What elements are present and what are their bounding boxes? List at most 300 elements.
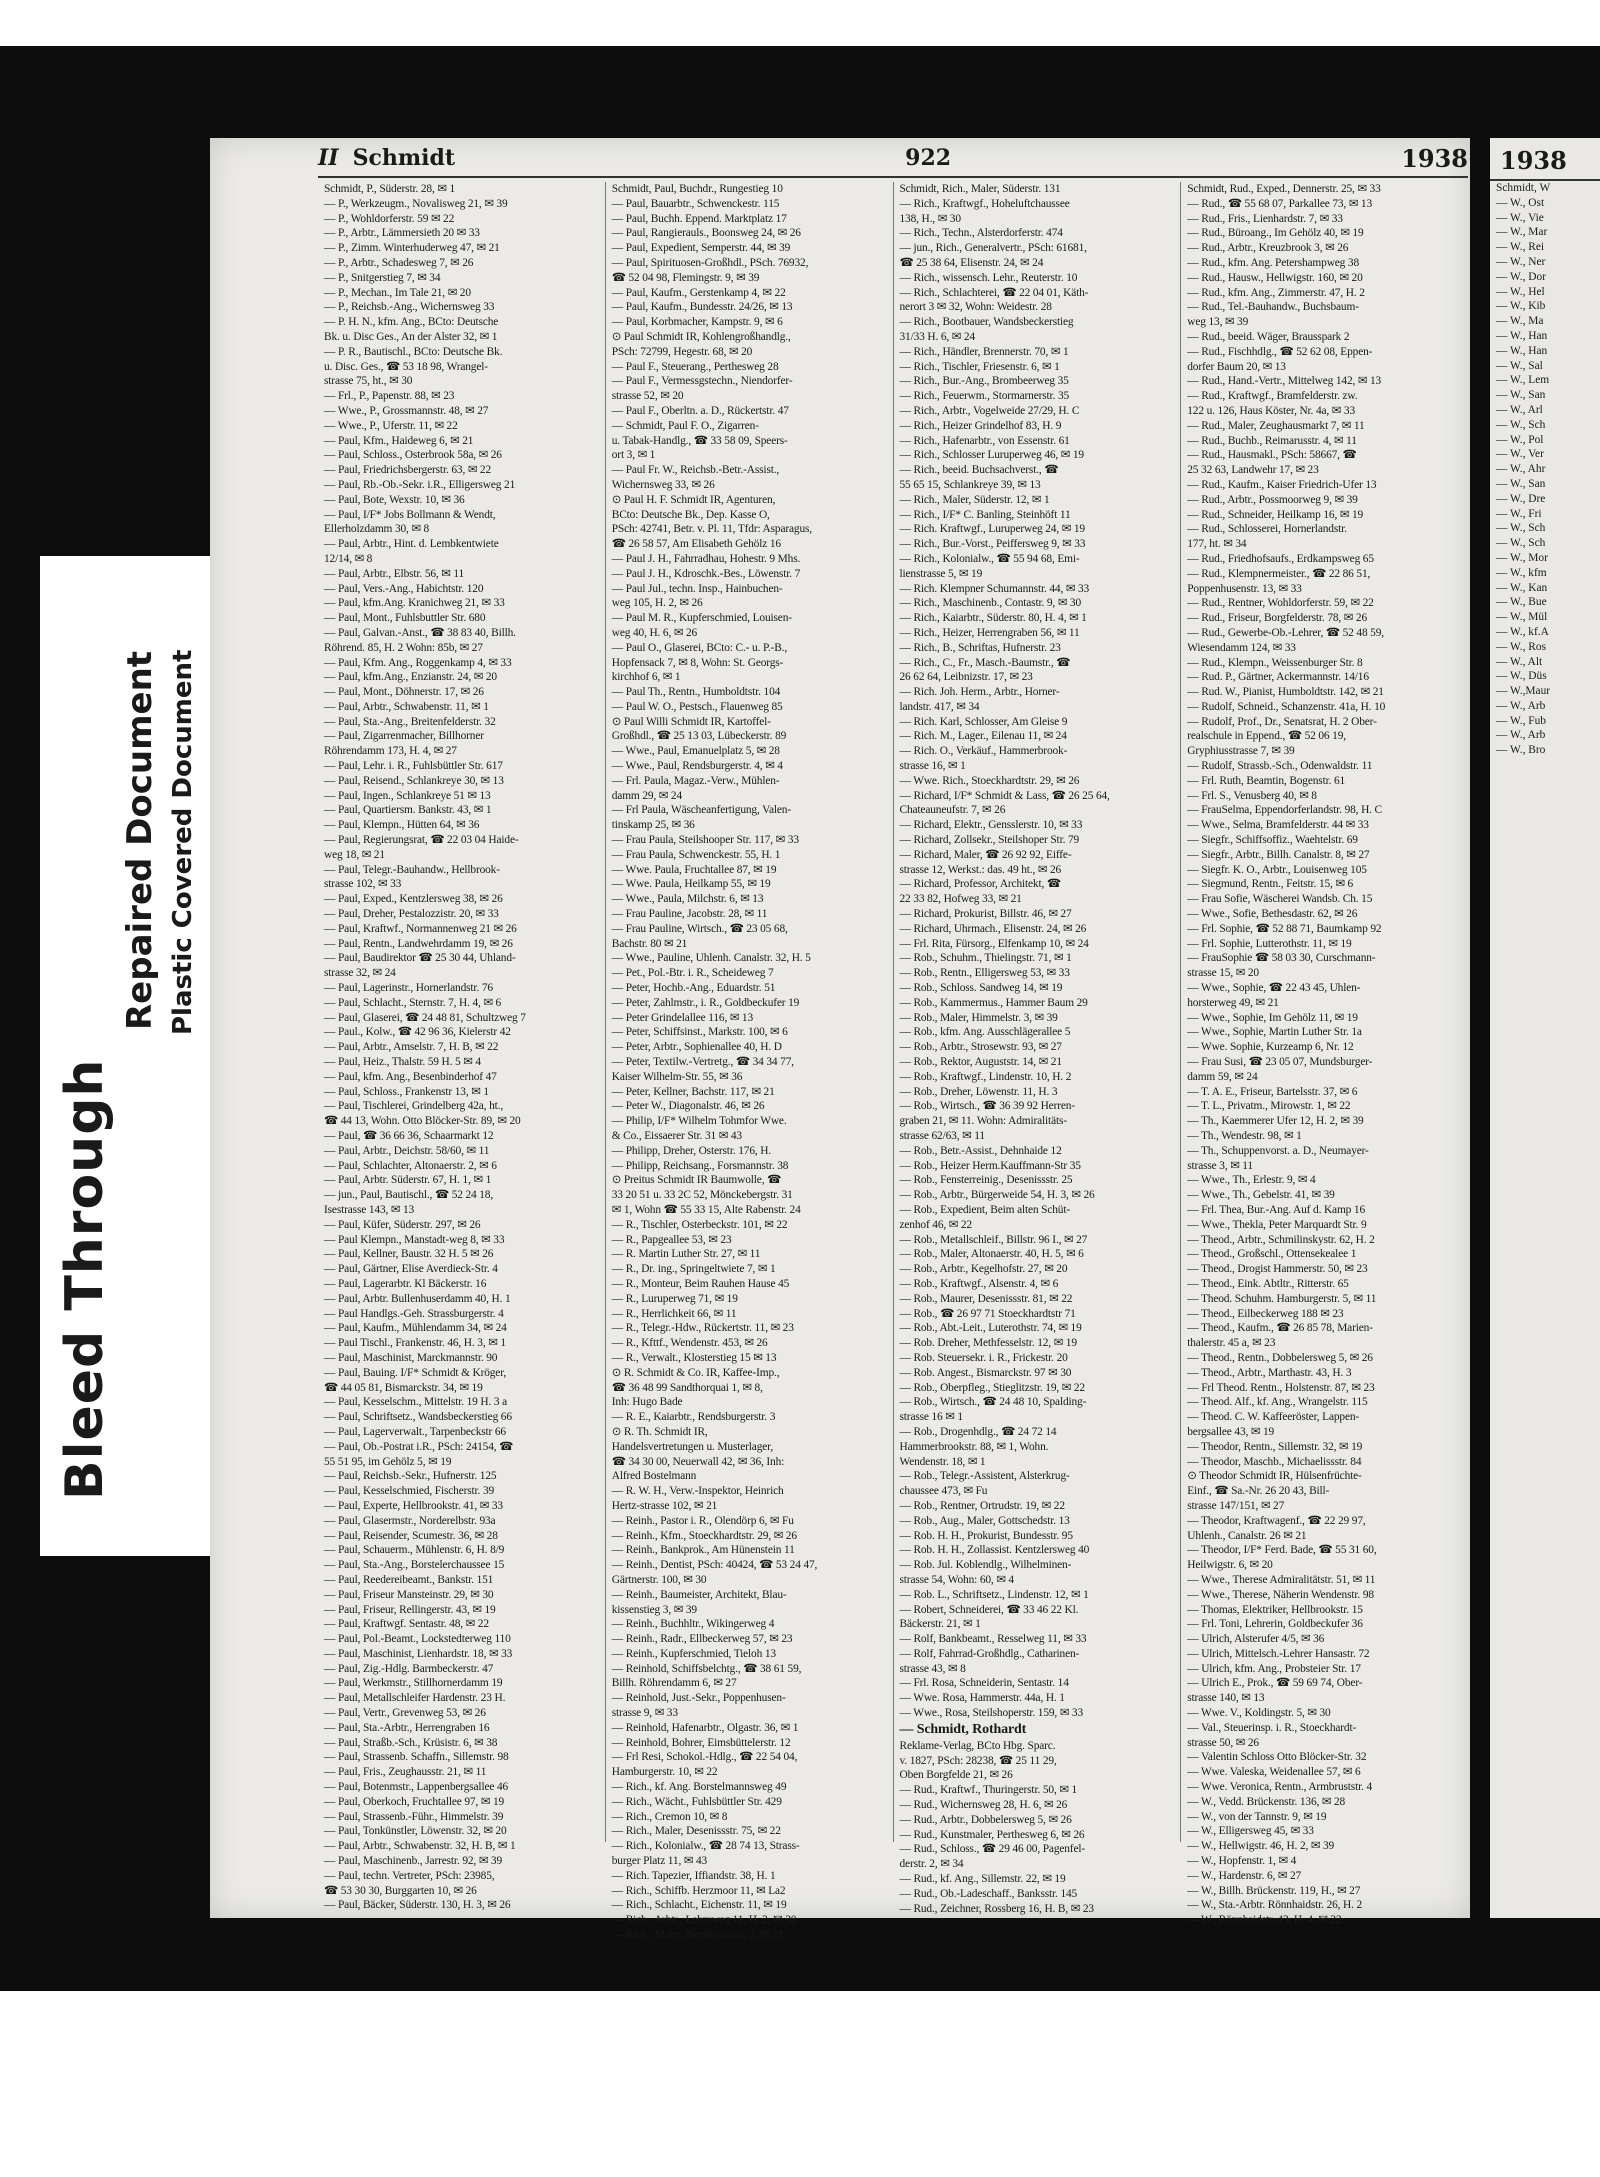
directory-entry: — P., Reichsb.-Ang., Wichernsweg 33: [324, 301, 495, 314]
directory-entry: — Paul, Friseur, Rellingerstr. 43, ✉ 19: [324, 1603, 496, 1616]
directory-entry: — Peter, Arbtr., Sophienallee 40, H. D: [611, 1041, 782, 1054]
directory-entry: — Rich., wissensch. Lehr., Reuterstr. 10: [899, 271, 1078, 284]
directory-entry: — Wwe. Rosa, Hammerstr. 44a, H. 1: [899, 1692, 1065, 1705]
header-year: 1938: [1401, 143, 1468, 173]
directory-entry: — Rud., Friseur, Borgfelderstr. 78, ✉ 26: [1187, 612, 1367, 625]
directory-entry: — P., Mechan., Im Tale 21, ✉ 20: [324, 286, 471, 299]
directory-entry: — Richard, Maler, ☎ 26 92 92, Eiffe-: [899, 848, 1072, 861]
directory-entry: Poppenhusenstr. 13, ✉ 33: [1187, 582, 1302, 595]
directory-entry: — Rob. Angest., Bismarckstr. 97 ✉ 30: [899, 1366, 1072, 1379]
directory-entry: — Paul, Kesselschm., Mittelstr. 19 H. 3 a: [324, 1396, 508, 1409]
facing-page-entry: — W., Hel: [1496, 285, 1545, 298]
directory-entry: — Paul, Botenmstr., Lappenbergsallee 46: [324, 1781, 509, 1794]
directory-entry: — W., Billh. Brückenstr. 119, H., ✉ 27: [1187, 1884, 1361, 1897]
directory-entry: — Paul Th., Rentn., Humboldtstr. 104: [611, 686, 781, 699]
directory-entry: — Rud., Fischhdlg., ☎ 52 62 08, Eppen-: [1187, 345, 1373, 358]
directory-entry: strasse 75, ht., ✉ 30: [324, 375, 413, 388]
directory-entry: — Rob., Abt.-Leit., Luterothstr. 74, ✉ 19: [899, 1322, 1082, 1335]
directory-entry: — Paul, Schlachter, Altonaerstr. 2, ✉ 6: [324, 1159, 497, 1172]
directory-entry: — Peter, Textilw.-Vertretg., ☎ 34 34 77,: [611, 1056, 794, 1069]
directory-entry: ⊙ R. Schmidt & Co. IR, Kaffee-Imp.,: [611, 1366, 780, 1379]
directory-entry: — Rich. Kraftwgf., Luruperweg 24, ✉ 19: [899, 523, 1085, 536]
directory-entry: — Rich., C., Fr., Masch.-Baumstr., ☎: [899, 656, 1071, 669]
directory-entry: — Theod., Großschl., Ottensekealee 1: [1187, 1248, 1357, 1261]
directory-entry: Reklame-Verlag, BCto Hbg. Sparc.: [899, 1739, 1056, 1752]
facing-page-entry: — W., Düs: [1496, 670, 1547, 683]
directory-entry: — Rud., Hausw., Hellwigstr. 160, ✉ 20: [1187, 271, 1363, 284]
directory-entry: — Theod., Arbtr., Marthastr. 43, H. 3: [1187, 1366, 1352, 1379]
directory-entry: — Rob., Heizer Herm.Kauffmann-Str 35: [899, 1159, 1081, 1172]
directory-entry: — Frau Susi, ☎ 23 05 07, Mundsburger-: [1187, 1056, 1373, 1069]
facing-page-entry: — W., Sch: [1496, 537, 1546, 550]
directory-entry: — R., Verwalt., Klosterstieg 15 ✉ 13: [611, 1351, 777, 1364]
directory-entry: graben 21, ✉ 11. Wohn: Admiralitäts-: [899, 1115, 1067, 1128]
directory-entry: — R., Herrlichkeit 66, ✉ 11: [611, 1307, 737, 1320]
directory-entry: — Paul, Gärtner, Elise Averdieck-Str. 4: [324, 1263, 498, 1276]
directory-entry: — W., Sta.-Arbtr. Rönnhaidstr. 26, H. 2: [1187, 1899, 1363, 1912]
directory-entry: — Rich., Arbtr., Vogelweide 27/29, H. C: [899, 404, 1080, 417]
facing-page-entry: — W., Fub: [1496, 714, 1547, 727]
directory-entry: — T. A. E., Friseur, Bartelsstr. 37, ✉ 6: [1187, 1085, 1358, 1098]
directory-entry: — Paul, Bauing. I/F* Schmidt & Kröger,: [324, 1366, 507, 1379]
directory-entry: Oben Borgfelde 21, ✉ 26: [899, 1769, 1013, 1782]
directory-entry: — R., Luruperweg 71, ✉ 19: [611, 1292, 738, 1305]
directory-entry: — Paul, Reisender, Scumestr. 36, ✉ 28: [324, 1529, 498, 1542]
directory-entry: ☎ 44 13, Wohn. Otto Blöcker-Str. 89, ✉ 20: [324, 1115, 521, 1128]
directory-entry: strasse 12, Werkst.: das. 49 ht., ✉ 26: [899, 863, 1062, 876]
column-4: [1180, 182, 1468, 1927]
directory-entry: v. 1827, PSch: 28238, ☎ 25 11 29,: [899, 1754, 1057, 1767]
directory-entry: — Wwe., Paul, Emanuelplatz 5, ✉ 28: [611, 745, 780, 758]
directory-entry: bergsallee 43, ✉ 19: [1187, 1425, 1275, 1438]
bleed-through-label: Bleed Through: [55, 1058, 115, 1500]
facing-page-entry: — W., San: [1496, 389, 1546, 402]
directory-entry: — jun., Rich., Generalvertr., PSch: 61681,: [899, 242, 1087, 255]
directory-entry: — Rud., Klempn., Weissenburger Str. 8: [1187, 656, 1363, 669]
directory-entry: — Paul, Zigarrenmacher, Billhorner: [324, 730, 484, 743]
directory-entry: — Siegfr., Schiffsoffiz., Waehtelstr. 69: [1187, 834, 1358, 847]
directory-entry: ☎ 53 30 30, Burggarten 10, ✉ 26: [324, 1884, 477, 1897]
directory-entry: — Reinhold, Schiffsbelchtg., ☎ 38 61 59,: [611, 1662, 802, 1675]
directory-entry: — Reinh., Baumeister, Architekt, Blau-: [611, 1588, 787, 1601]
directory-entry: — Rob., Arbtr., Strosewstr. 93, ✉ 27: [899, 1041, 1062, 1054]
directory-entry: — Paul, Kellner, Baustr. 32 H. 5 ✉ 26: [324, 1248, 494, 1261]
directory-entry: — FrauSelma, Eppendorferlandstr. 98, H. C: [1187, 804, 1382, 817]
directory-entry: — R. Martin Luther Str. 27, ✉ 11: [611, 1248, 761, 1261]
directory-entry: — W., Hopfenstr. 1, ✉ 4: [1187, 1855, 1297, 1868]
directory-entry: strasse 54, Wohn: 60, ✉ 4: [899, 1573, 1014, 1586]
directory-entry: — Rob., Kraftwgf., Lindenstr. 10, H. 2: [899, 1070, 1072, 1083]
facing-page-year: 1938: [1490, 138, 1600, 181]
directory-entry: zenhof 46, ✉ 22: [899, 1218, 972, 1231]
directory-entry: — Rolf, Fahrrad-Großhdlg., Catharinen-: [899, 1647, 1080, 1660]
facing-page-entry: — W., Han: [1496, 329, 1548, 342]
directory-entry: — Theodor, Maschb., Michaelissstr. 84: [1187, 1455, 1362, 1468]
directory-entry: — Rob., Expedient, Beim alten Schüt-: [899, 1203, 1070, 1216]
directory-entry: — Rud., Arbtr., Dobbelersweg 5, ✉ 26: [899, 1813, 1072, 1826]
directory-entry: — Val., Steuerinsp. i. R., Stoeckhardt-: [1187, 1721, 1357, 1734]
directory-entry: — Paul, Telegr.-Bauhandw., Hellbrook-: [324, 863, 500, 876]
directory-entry: Handelsvertretungen u. Musterlager,: [611, 1440, 774, 1453]
directory-entry: — Frau Sofie, Wäscherei Wandsb. Ch. 15: [1187, 893, 1373, 906]
facing-page-entry: — W., Ner: [1496, 255, 1546, 268]
directory-entry: — Paul, Lehr. i. R., Fuhlsbüttler Str. 617: [324, 760, 503, 773]
facing-page-entry: — W., kfm: [1496, 566, 1547, 579]
directory-entry: — Rob., Telegr.-Assistent, Alsterkrug-: [899, 1470, 1070, 1483]
directory-entry: — Paul, Strassenb. Schaffn., Sillemstr. 98: [324, 1751, 509, 1764]
facing-page-entry: — W., San: [1496, 477, 1546, 490]
directory-entry: — Th., Schuppenvorst. a. D., Neumayer-: [1187, 1144, 1369, 1157]
directory-entry: — Wwe., Rosa, Steilshoperstr. 159, ✉ 33: [899, 1707, 1084, 1720]
directory-entry: — Paul, Kraftwf., Normannenweg 21 ✉ 26: [324, 922, 517, 935]
directory-entry: — Rich. Karl, Schlosser, Am Gleise 9: [899, 715, 1068, 728]
directory-entry: — Valentin Schloss Otto Blöcker-Str. 32: [1187, 1751, 1367, 1764]
directory-entry: — Paul M. R., Kupferschmied, Louisen-: [611, 612, 792, 625]
directory-entry: — Rich., Bootbauer, Wandsbeckerstieg: [899, 316, 1074, 329]
directory-entry: — Paul F., Steuerang., Perthesweg 28: [611, 360, 779, 373]
directory-entry: — Wwe., Th., Gebelstr. 41, ✉ 39: [1187, 1189, 1335, 1202]
directory-entry: — Rob., Metallschleif., Billstr. 96 I., ✉ 27: [899, 1233, 1088, 1246]
directory-entry: damm 29, ✉ 24: [611, 789, 682, 802]
facing-page-entry: — W., Bro: [1496, 744, 1546, 757]
directory-entry: — Rud., Klempnermeister., ☎ 22 86 51,: [1187, 567, 1371, 580]
directory-entry: kirchhof 6, ✉ 1: [611, 671, 681, 684]
directory-entry: — Richard, Elektr., Gensslerstr. 10, ✉ 33: [899, 819, 1083, 832]
facing-page-entry: — W., Pol: [1496, 433, 1544, 446]
directory-entry: — W., von der Tannstr. 9, ✉ 19: [1187, 1810, 1327, 1823]
directory-entry: — R., Dr. ing., Springeltwiete 7, ✉ 1: [611, 1263, 776, 1276]
directory-entry: & Co., Eissaerer Str. 31 ✉ 43: [611, 1130, 742, 1142]
directory-entry: — R. W. H., Verw.-Inspektor, Heinrich: [611, 1485, 784, 1498]
directory-entry: — Rob. Dreher, Methfesselstr. 12, ✉ 19: [899, 1337, 1077, 1350]
directory-entry: weg 13, ✉ 39: [1187, 316, 1249, 329]
directory-entry: Bk. u. Disc Ges., An der Alster 32, ✉ 1: [324, 330, 498, 343]
directory-entry: — Paul Fr. W., Reichsb.-Betr.-Assist.,: [611, 464, 780, 477]
directory-entry: — Theod., Rentn., Dobbelersweg 5, ✉ 26: [1187, 1351, 1373, 1364]
directory-entry: — Frl. Sophie, Lutterothstr. 11, ✉ 19: [1187, 937, 1352, 950]
directory-entry: — Rob. H. H., Zollassist. Kentzlersweg 40: [899, 1544, 1090, 1557]
directory-entry: Inh: Hugo Bade: [611, 1396, 683, 1409]
directory-entry: kissenstieg 3, ✉ 39: [611, 1603, 697, 1616]
directory-entry: — Paul, Friseur Mansteinstr. 29, ✉ 30: [324, 1588, 494, 1601]
facing-page-entry: — W., Sal: [1496, 359, 1543, 372]
directory-entry: — Rud., Maler, Zeughausmarkt 7, ✉ 11: [1187, 419, 1365, 432]
directory-entry: — P. R., Bautischl., BCto: Deutsche Bk.: [324, 345, 503, 358]
directory-entry: — Th., Wendestr. 98, ✉ 1: [1187, 1130, 1302, 1142]
directory-entry: — Reinhold, Bohrer, Eimsbüttelerstr. 12: [611, 1736, 791, 1749]
directory-entry: — W., Rönnhaidstr. 43, H. 4, ✉ 22: [1187, 1914, 1342, 1927]
directory-entry: PSch: 42741, Betr. v. Pl. 11, Tfdr: Asparagus,: [611, 523, 812, 536]
column-3: [893, 182, 1181, 1915]
facing-page-entry: — W., Arb: [1496, 699, 1546, 712]
directory-entry: weg 105, H. 2, ✉ 26: [611, 597, 703, 610]
directory-entry: — Paul, Küfer, Süderstr. 297, ✉ 26: [324, 1218, 481, 1231]
directory-entry: — jun., Paul, Bautischl., ☎ 52 24 18,: [324, 1189, 494, 1202]
directory-entry: — Peter W., Diagonalstr. 46, ✉ 26: [611, 1100, 765, 1113]
directory-entry: strasse 16 ✉ 1: [899, 1411, 963, 1424]
directory-entry: — P., Snitgerstieg 7, ✉ 34: [324, 271, 441, 284]
directory-entry: — Paul, Maschinist, Marckmannstr. 90: [324, 1351, 498, 1364]
directory-entry: — Rud., Fris., Lienhardstr. 7, ✉ 33: [1187, 212, 1343, 225]
facing-page-entry: — W., Mül: [1496, 611, 1548, 624]
facing-page-entry: Schmidt, W: [1496, 182, 1551, 194]
facing-page-entry: — W., Ost: [1496, 196, 1545, 209]
directory-entry: — Paul, Kaufm., Bundesstr. 24/26, ✉ 13: [611, 301, 793, 314]
facing-page-entry: — W., kf.A: [1496, 625, 1549, 638]
directory-entry: — Rich. M., Lager., Eilenau 11, ✉ 24: [899, 730, 1067, 743]
directory-entry: — Wwe. Valeska, Weidenallee 57, ✉ 6: [1187, 1766, 1361, 1779]
directory-entry: — Wwe. Paula, Heilkamp 55, ✉ 19: [611, 878, 771, 891]
directory-entry: — Paul, Schauerm., Mühlenstr. 6, H. 8/9: [324, 1544, 505, 1557]
directory-entry: Ellerholzdamm 30, ✉ 8: [324, 523, 430, 536]
directory-entry: Schmidt, P., Süderstr. 28, ✉ 1: [324, 183, 455, 195]
directory-entry: tinskamp 25, ✉ 36: [611, 819, 695, 832]
directory-entry: — Paul, Sta.-Ang., Borstelerchaussee 15: [324, 1559, 505, 1572]
facing-page-entry: — W., Mar: [1496, 226, 1548, 239]
directory-entry: — Paul, Reisend., Schlankreye 30, ✉ 13: [324, 774, 504, 787]
directory-entry: — Paul, Heiz., Thalstr. 59 H. 5 ✉ 4: [324, 1056, 481, 1069]
directory-entry: — Paul, Sta.-Arbtr., Herrengraben 16: [324, 1721, 490, 1734]
directory-entry: — Paul, Dreher, Pestalozzistr. 20, ✉ 33: [324, 908, 499, 921]
directory-entry: Wendenstr. 18, ✉ 1: [899, 1455, 986, 1468]
facing-page-entries: [1490, 181, 1600, 758]
directory-entry: — Paul J. H., Kdroschk.-Bes., Löwenstr. 7: [611, 567, 801, 580]
directory-entry: — Paul, Schlacht., Sternstr. 7, H. 4, ✉ 6: [324, 996, 502, 1009]
directory-entry: — Frau Pauline, Wirtsch., ☎ 23 05 68,: [611, 922, 788, 935]
directory-entry: — Paul, Arbtr., Amselstr. 7, H. B, ✉ 22: [324, 1041, 499, 1054]
directory-entry: 55 65 15, Schlankreye 39, ✉ 13: [899, 478, 1041, 491]
directory-entry: — Paul, Arbtr., Hint. d. Lembkentwiete: [324, 538, 499, 551]
directory-entry: — Paul, Kfm. Ang., Roggenkamp 4, ✉ 33: [324, 656, 512, 669]
directory-entry: — Wwe. Rich., Stoeckhardtstr. 29, ✉ 26: [899, 774, 1080, 787]
directory-entry: — Rob. H. H., Prokurist, Bundesstr. 95: [899, 1529, 1073, 1542]
directory-entry: — Rolf, Bankbeamt., Resselweg 11, ✉ 33: [899, 1633, 1087, 1646]
directory-entry: — Paul, Friedrichsbergerstr. 63, ✉ 22: [324, 464, 492, 477]
directory-entry: — Richard, Uhrmach., Elisenstr. 24, ✉ 26: [899, 922, 1087, 935]
facing-page-entry: — W., Kan: [1496, 581, 1548, 594]
directory-entry: — Rud., ☎ 55 68 07, Parkallee 73, ✉ 13: [1187, 197, 1373, 210]
directory-entry: Wichernsweg 33, ✉ 26: [611, 478, 715, 491]
directory-entry: — Theod., Arbtr., Schmilinskystr. 62, H. 2: [1187, 1233, 1375, 1246]
directory-entry: — Rud., Tel.-Bauhandw., Buchsbaum-: [1187, 301, 1359, 314]
directory-entry: Röhrendamm 173, H. 4, ✉ 27: [324, 745, 457, 758]
directory-entry: Einf., ☎ Sa.-Nr. 26 20 43, Bill-: [1187, 1485, 1330, 1498]
directory-entry: — Rich., Schlachterei, ☎ 22 04 01, Käth-: [899, 286, 1089, 299]
directory-entry: BCto: Deutsche Bk., Dep. Kasse O,: [611, 508, 770, 521]
directory-entry: — Frl. S., Venusberg 40, ✉ 8: [1187, 789, 1317, 802]
directory-entry: — Robert, Schneiderei, ☎ 33 46 22 Kl.: [899, 1603, 1079, 1616]
directory-entry: — Paul, Maschinenb., Jarrestr. 92, ✉ 39: [324, 1855, 503, 1868]
directory-entry: — Th., Kaemmerer Ufer 12, H. 2, ✉ 39: [1187, 1115, 1364, 1128]
directory-entry: — Paul, Galvan.-Anst., ☎ 38 83 40, Billh.: [324, 626, 516, 639]
directory-entry: Heilwigstr. 6, ✉ 20: [1187, 1559, 1273, 1572]
directory-entry: strasse 9, ✉ 33: [611, 1707, 678, 1720]
directory-entry: — Rich., Maschinenb., Contastr. 9, ✉ 30: [899, 597, 1082, 610]
directory-entry: — Paul Klempn., Manstadt-weg 8, ✉ 33: [324, 1233, 505, 1246]
directory-entry: — Paul, Lagerinstr., Hornerlandstr. 76: [324, 982, 493, 995]
directory-entry: — P., Zimm. Winterhuderweg 47, ✉ 21: [324, 242, 500, 255]
directory-entry: — Rud., Friedhofsaufs., Erdkampsweg 65: [1187, 552, 1374, 565]
directory-entry: — Richard, I/F* Schmidt & Lass, ☎ 26 25 64,: [899, 789, 1110, 802]
directory-entry: Hopfensack 7, ✉ 8, Wohn: St. Georgs-: [611, 656, 784, 669]
directory-entry: — Rob., ☎ 26 97 71 Stoeckhardtstr 71: [899, 1307, 1076, 1320]
directory-entry: — Paul, Tonkünstler, Löwenstr. 32, ✉ 20: [324, 1825, 507, 1838]
directory-entry: — Rob., Schuhm., Thielingstr. 71, ✉ 1: [899, 952, 1072, 965]
directory-entry: — W., Vedd. Brückenstr. 136, ✉ 28: [1187, 1795, 1346, 1808]
directory-entry: — Paul, Reichsb.-Sekr., Hufnerstr. 125: [324, 1470, 497, 1483]
header-left: [318, 145, 455, 171]
directory-entry: 26 62 64, Leibnizstr. 17, ✉ 23: [899, 671, 1033, 684]
directory-entry: — Theod., Eilbeckerweg 188 ✉ 23: [1187, 1307, 1344, 1320]
directory-entry: — Rud. W., Pianist, Humboldtstr. 142, ✉ 21: [1187, 686, 1384, 699]
directory-entry: — Siegfr., Arbtr., Billh. Canalstr. 8, ✉ 27: [1187, 848, 1370, 861]
directory-entry: Schmidt, Rich., Maler, Süderstr. 131: [899, 183, 1061, 195]
directory-entry: — Paul, Arbtr., Schwabenstr. 32, H. B, ✉ 1: [324, 1840, 516, 1853]
directory-entry: — Paul, Quartiersm. Bankstr. 43, ✉ 1: [324, 804, 492, 817]
facing-page-entry: — W., Fri: [1496, 507, 1542, 520]
directory-entry: ⊙ Theodor Schmidt IR, Hülsenfrüchte-: [1187, 1470, 1362, 1483]
directory-entry: — Theodor, I/F* Ferd. Bade, ☎ 55 31 60,: [1187, 1544, 1377, 1557]
directory-entry: — Theod., Kaufm., ☎ 26 85 78, Marien-: [1187, 1322, 1373, 1335]
directory-entry: — Rob., Rektor, Auguststr. 14, ✉ 21: [899, 1056, 1062, 1069]
directory-entry: — Frau Pauline, Jacobstr. 28, ✉ 11: [611, 908, 768, 921]
directory-entry: — Peter, Zahlmstr., i. R., Goldbeckufer 19: [611, 996, 800, 1009]
directory-entry: — Siegmund, Rentn., Feitstr. 15, ✉ 6: [1187, 878, 1354, 891]
directory-entry: — Richard, Prokurist, Billstr. 46, ✉ 27: [899, 908, 1072, 921]
directory-entry: — Wwe., Therese Admiralitätstr. 51, ✉ 11: [1187, 1573, 1376, 1586]
directory-entry: — Reinh., Radr., Ellbeckerweg 57, ✉ 23: [611, 1633, 793, 1646]
directory-entry: — Rob., Arbtr., Kegelhofstr. 27, ✉ 20: [899, 1263, 1068, 1276]
directory-entry: weg 18, ✉ 21: [324, 848, 385, 861]
directory-entry: ⊙ Paul Schmidt IR, Kohlengroßhandlg.,: [611, 330, 791, 343]
directory-entry: 177, ht. ✉ 34: [1187, 538, 1247, 551]
directory-entry: — Theod. Schuhm. Hamburgerstr. 5, ✉ 11: [1187, 1292, 1377, 1305]
directory-entry: — P., Arbtr., Schadesweg 7, ✉ 26: [324, 256, 474, 269]
directory-entry: — Paul, Ob.-Postrat i.R., PSch: 24154, ☎: [324, 1440, 514, 1453]
directory-entry: — Paul Handlgs.-Geh. Strassburgerstr. 4: [324, 1307, 504, 1320]
directory-entry: — Rich., Kraftwgf., Hoheluftchaussee: [899, 197, 1070, 210]
directory-entry: — Paul W. O., Pestsch., Flauenweg 85: [611, 700, 783, 713]
directory-entry: — P., Wohldorferstr. 59 ✉ 22: [324, 212, 455, 225]
facing-page-entry: — W., Rei: [1496, 241, 1545, 254]
directory-entry: burger Platz 11, ✉ 43: [611, 1855, 708, 1868]
directory-entry: — Rich., Kaiarbtr., Süderstr. 80, H. 4, ✉ 1: [899, 612, 1087, 625]
directory-entry: — W., Elligersweg 45, ✉ 33: [1187, 1825, 1314, 1838]
directory-entry: — Rich., B., Schriftas, Hufnerstr. 23: [899, 641, 1061, 654]
directory-entry: — Rud., Ob.-Ladeschaff., Banksstr. 145: [899, 1887, 1078, 1900]
directory-entry: — Ulrich E., Prok., ☎ 59 69 74, Ober-: [1187, 1677, 1363, 1690]
directory-entry: — Rud., Kraftwgf., Bramfelderstr. zw.: [1187, 390, 1358, 403]
directory-entry: — Wwe., Sophie, Im Gehölz 11, ✉ 19: [1187, 1011, 1358, 1024]
directory-entry: — Rudolf, Schneid., Schanzenstr. 41a, H. 10: [1187, 700, 1386, 713]
directory-entry: — Wwe., P., Grossmannstr. 48, ✉ 27: [324, 404, 489, 417]
directory-entry: Chateauneufstr. 7, ✉ 26: [899, 804, 1006, 817]
directory-entry: nerort 3 ✉ 32, Wohn: Weidestr. 28: [899, 301, 1052, 314]
directory-entry: — Rich., Schiffb. Herzmoor 11, ✉ La2: [611, 1884, 786, 1897]
column-2: [605, 182, 893, 1942]
directory-entry: — W., Hardenstr. 6, ✉ 27: [1187, 1869, 1302, 1882]
directory-entry: 55 51 95, im Gehölz 5, ✉ 19: [324, 1455, 452, 1468]
facing-page-entry: — W., Kib: [1496, 300, 1546, 313]
directory-entry: — Rob., Kraftwgf., Alsenstr. 4, ✉ 6: [899, 1277, 1059, 1290]
directory-entry: — Philipp, Reichsang., Forsmannstr. 38: [611, 1159, 789, 1172]
directory-entry: — Paul, Lagerverwalt., Tarpenbeckstr 66: [324, 1425, 506, 1438]
directory-entry: — Rud., Schneider, Heilkamp 16, ✉ 19: [1187, 508, 1364, 521]
directory-entry: — Paul, Metallschleifer Hardenstr. 23 H.: [324, 1692, 506, 1705]
directory-entry: — Rob., Wirtsch., ☎ 24 48 10, Spalding-: [899, 1396, 1087, 1409]
facing-page: [1490, 138, 1600, 1918]
directory-entry: — Paul, Pol.-Beamt., Lockstedterweg 110: [324, 1633, 511, 1646]
directory-entry: — Theod. C. W. Kaffeeröster, Lappen-: [1187, 1411, 1360, 1424]
directory-entry: — R., Papgeallee 53, ✉ 23: [611, 1233, 732, 1246]
directory-entry: — Ulrich, kfm. Ang., Probsteier Str. 17: [1187, 1662, 1361, 1675]
directory-entry: Hammerbrookstr. 88, ✉ 1, Wohn.: [899, 1440, 1049, 1453]
facing-page-entry: — W.,Maur: [1496, 685, 1551, 698]
directory-entry: — Thomas, Elektriker, Hellbrookstr. 15: [1187, 1603, 1363, 1616]
directory-entry: — Paul F., Vermessgstechn., Niendorfer-: [611, 375, 793, 388]
directory-entry: — Theod., Drogist Hammerstr. 50, ✉ 23: [1187, 1263, 1368, 1276]
directory-entry: — Rudolf, Prof., Dr., Senatsrat, H. 2 Ober-: [1187, 715, 1377, 728]
directory-entry: — Paul Tischl., Frankenstr. 46, H. 3, ✉ 1: [324, 1337, 506, 1350]
directory-entry: — Rich., I/F* C. Banling, Steinhöft 11: [899, 508, 1071, 521]
directory-entry: — Paul, Maschinist, Lienhardstr. 18, ✉ 33: [324, 1647, 513, 1660]
directory-entry: — Theod. Alf., kf. Ang., Wrangelstr. 115: [1187, 1396, 1368, 1409]
directory-entry: strasse 32, ✉ 24: [324, 967, 396, 980]
directory-entry: Röhrend. 85, H. 2 Wohn: 85b, ✉ 27: [324, 641, 483, 654]
directory-entry: — Wwe., P., Uferstr. 11, ✉ 22: [324, 419, 458, 432]
directory-entry: — Frau Paula, Steilshooper Str. 117, ✉ 33: [611, 834, 799, 847]
directory-entry: strasse 50, ✉ 26: [1187, 1736, 1259, 1749]
directory-entry: — Theodor, Rentn., Sillemstr. 32, ✉ 19: [1187, 1440, 1363, 1453]
facing-page-entry: — W., Arb: [1496, 729, 1546, 742]
directory-entry: — Paul, Exped., Kentzlersweg 38, ✉ 26: [324, 893, 503, 906]
directory-entry: u. Disc. Ges., ☎ 53 18 98, Wrangel-: [324, 360, 488, 373]
directory-entry: — Rich., kf. Ang. Borstelmannsweg 49: [611, 1781, 787, 1794]
directory-entry: — Paul, Werkmstr., Stillhornerdamm 19: [324, 1677, 503, 1690]
directory-entry: — Reinh., Bankprok., Am Hünenstein 11: [611, 1544, 795, 1557]
directory-entry: — Paul, kfm.Ang. Kranichweg 21, ✉ 33: [324, 597, 505, 610]
directory-entry: — Paul, Fris., Zeughausstr. 21, ✉ 11: [324, 1766, 487, 1779]
directory-entry: ☎ 25 38 64, Elisenstr. 24, ✉ 24: [899, 256, 1044, 269]
directory-entry: — Paul, I/F* Jobs Bollmann & Wendt,: [324, 508, 496, 521]
directory-entry: — Rich., Kolonialw., ☎ 28 74 13, Strass-: [611, 1840, 800, 1853]
directory-entry: — Reinhold, Hafenarbtr., Olgastr. 36, ✉ 1: [611, 1721, 799, 1734]
directory-entry: Uhlenh., Canalstr. 26 ✉ 21: [1187, 1529, 1307, 1542]
directory-entry: — Rich., Techn., Alsterdorferstr. 474: [899, 227, 1063, 240]
directory-entry: landstr. 417, ✉ 34: [899, 700, 980, 713]
directory-entry: — Wwe., Therese, Näherin Wendenstr. 98: [1187, 1588, 1374, 1601]
directory-entry: — Paul, Arbtr. Süderstr. 67, H. 1, ✉ 1: [324, 1174, 492, 1187]
directory-entry: — Paul, Kaufm., Mühlendamm 34, ✉ 24: [324, 1322, 507, 1335]
repaired-document-label: Repaired Document: [120, 650, 160, 1030]
directory-entry: — R., Tischler, Osterbeckstr. 101, ✉ 22: [611, 1218, 788, 1231]
directory-entry: ☎ 44 05 81, Bismarckstr. 34, ✉ 19: [324, 1381, 483, 1394]
directory-entry: — Rich. Tapezier, Iffiandstr. 38, H. 1: [611, 1869, 776, 1882]
facing-page-entry: — W., Mor: [1496, 551, 1548, 564]
directory-entry: — Rob., Drogenhdlg., ☎ 24 72 14: [899, 1425, 1057, 1438]
directory-entry: — R., Kfttf., Wendenstr. 453, ✉ 26: [611, 1337, 768, 1350]
directory-entry: — Rob. Jul. Koblendlg., Wilhelminen-: [899, 1559, 1072, 1572]
directory-entry: — Frl Paula, Wäscheanfertigung, Valen-: [611, 804, 791, 817]
directory-entry: Hertz-strasse 102, ✉ 21: [611, 1499, 718, 1512]
directory-entry: u. Tabak-Handlg., ☎ 33 58 09, Speers-: [611, 434, 788, 447]
directory-entry: — Paul, Glaserei, ☎ 24 48 81, Schultzweg 7: [324, 1011, 526, 1024]
directory-entry: — Paul, Arbtr., Schwabenstr. 11, ✉ 1: [324, 700, 489, 713]
directory-entry: — Rud., kfm. Ang., Zimmerstr. 47, H. 2: [1187, 286, 1365, 299]
directory-entry: — Wwe., Thekla, Peter Marquardt Str. 9: [1187, 1218, 1367, 1231]
directory-entry: derstr. 2, ✉ 34: [899, 1858, 964, 1871]
directory-entry: — Reinh., Kupferschmied, Tieloh 13: [611, 1647, 776, 1660]
